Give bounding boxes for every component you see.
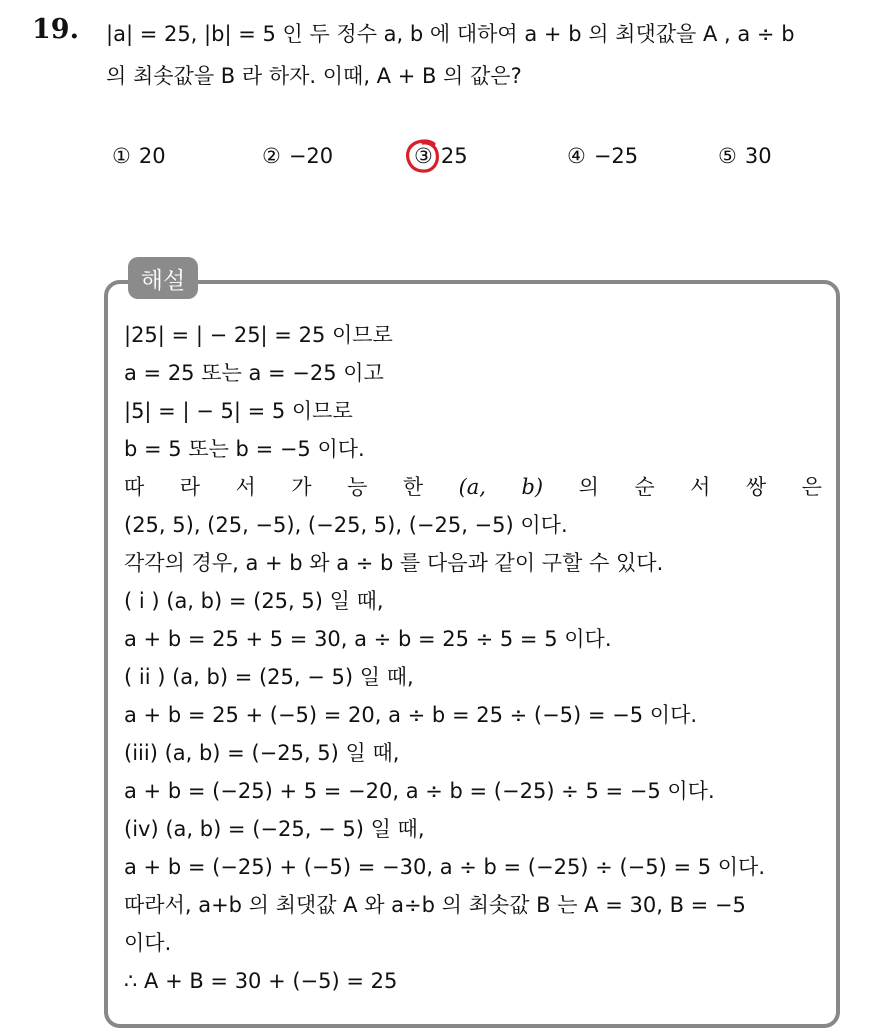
solution-line: a = 25 또는 a = −25 이고 bbox=[124, 361, 384, 385]
choice-4-number: ④ bbox=[567, 144, 586, 168]
choice-1-value: 20 bbox=[138, 144, 166, 168]
solution-line: ( i ) (a, b) = (25, 5) 일 때, bbox=[124, 589, 384, 613]
solution-line: a + b = (−25) + (−5) = −30, a ÷ b = (−25) ÷ (−5) = 5 이다. bbox=[124, 855, 766, 879]
solution-line: (iv) (a, b) = (−25, − 5) 일 때, bbox=[124, 817, 425, 841]
spread-word: 가 bbox=[291, 475, 312, 499]
solution-tag: 해설 bbox=[128, 257, 198, 299]
choice-1-number: ① bbox=[112, 144, 131, 168]
spread-word: 능 bbox=[347, 475, 368, 499]
solution-line: (iii) (a, b) = (−25, 5) 일 때, bbox=[124, 741, 400, 765]
solution-line: 이다. bbox=[124, 931, 172, 955]
spread-word: 서 bbox=[690, 475, 711, 499]
choice-3[interactable] bbox=[414, 144, 468, 168]
choice-5-value: 30 bbox=[744, 144, 772, 168]
solution-line: b = 5 또는 b = −5 이다. bbox=[124, 437, 365, 461]
spread-word: 한 bbox=[402, 475, 424, 499]
choice-2-value: −20 bbox=[288, 144, 334, 168]
spread-word: 은 bbox=[801, 475, 822, 499]
solution-line: (25, 5), (25, −5), (−25, 5), (−25, −5) 이다. bbox=[124, 513, 568, 537]
choice-3-number: ③ bbox=[414, 144, 433, 168]
choice-4-value: −25 bbox=[593, 144, 639, 168]
choice-2[interactable] bbox=[262, 144, 333, 168]
solution-line: |25| = | − 25| = 25 이므로 bbox=[124, 323, 393, 347]
spread-word: 라 bbox=[179, 475, 201, 499]
solution-line: a + b = 25 + 5 = 30, a ÷ b = 25 ÷ 5 = 5 이다. bbox=[124, 627, 612, 651]
answer-choices bbox=[112, 144, 812, 178]
choice-1[interactable] bbox=[112, 144, 166, 168]
solution-line: 따라서, a+b 의 최댓값 A 와 a÷b 의 최솟값 B 는 A = 30, B = −5 bbox=[124, 893, 746, 917]
solution-line: a + b = (−25) + 5 = −20, a ÷ b = (−25) ÷ 5 = −5 이다. bbox=[124, 779, 715, 803]
solution-line: 각각의 경우, a + b 와 a ÷ b 를 다음과 같이 구할 수 있다. bbox=[124, 551, 664, 575]
spread-word: 순 bbox=[634, 475, 655, 499]
solution-line: ∴ A + B = 30 + (−5) = 25 bbox=[124, 969, 398, 993]
choice-4[interactable] bbox=[567, 144, 638, 168]
spread-word: 따 bbox=[124, 475, 145, 499]
question-number: 19. bbox=[32, 14, 79, 45]
solution-line: ( ii ) (a, b) = (25, − 5) 일 때, bbox=[124, 665, 414, 689]
spread-word: 쌍 bbox=[745, 475, 767, 499]
solution-body bbox=[124, 316, 824, 1000]
solution-spread-line bbox=[124, 468, 822, 506]
solution-line: |5| = | − 5| = 5 이므로 bbox=[124, 399, 353, 423]
question-text-line-1: |a| = 25, |b| = 5 인 두 정수 a, b 에 대하여 a + b 의 최댓값을 A , a ÷ b bbox=[106, 22, 795, 46]
spread-word: (a, bbox=[458, 475, 486, 499]
spread-word: 의 bbox=[578, 475, 599, 499]
choice-2-number: ② bbox=[262, 144, 281, 168]
choice-3-value: 25 bbox=[440, 144, 468, 168]
spread-word: 서 bbox=[235, 475, 256, 499]
question-text-line-2: 의 최솟값을 B 라 하자. 이때, A + B 의 값은? bbox=[106, 64, 522, 88]
spread-word: b) bbox=[521, 475, 544, 499]
choice-5[interactable] bbox=[718, 144, 772, 168]
choice-5-number: ⑤ bbox=[718, 144, 737, 168]
solution-line: a + b = 25 + (−5) = 20, a ÷ b = 25 ÷ (−5) = −5 이다. bbox=[124, 703, 698, 727]
